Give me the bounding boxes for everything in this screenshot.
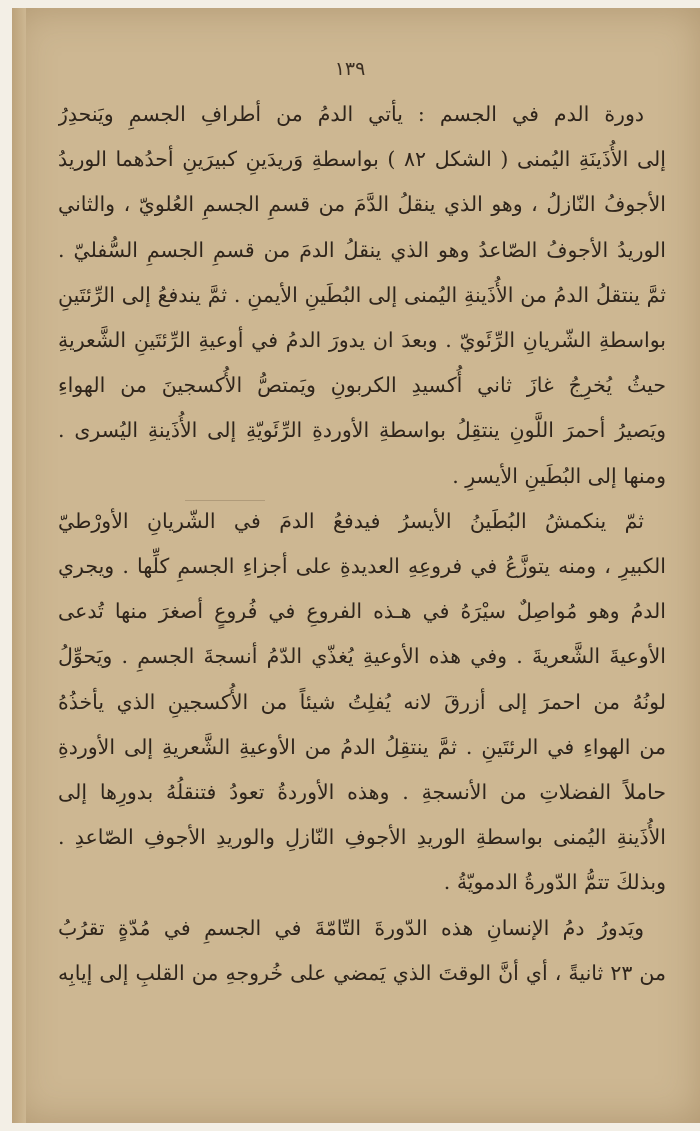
text-line: الأُذَينةِ اليُمنى بواسطةِ الوريدِ الأجوفِ النّازلِ والوريدِ الأجوفِ الصّاعدِ . [58, 825, 666, 850]
page-text [58, 92, 666, 996]
text-line: لونُهُ من احمرَ إلى أزرقَ لانه يُفلِتُ شيئاً من الأُكسجينِ الذي يأخذُهُ [58, 689, 666, 714]
text-line: الأجوفُ النّازلُ ، وهو الذي ينقلُ الدَّمَ من قسمِ الجسمِ العُلويّ ، والثاني [58, 192, 666, 217]
text-line: ويَدورُ دمُ الإنسانِ هذه الدّورةَ التّامّةَ في الجسمِ في مُدّةٍ تقرُبُ [58, 915, 644, 940]
page-binding-edge [12, 8, 26, 1123]
text-line: الأوعيةَ الشَّعريةَ . وفي هذه الأوعيةِ يُغذّي الدّمُ أنسجةَ الجسمِ . ويَحوِّلُ [58, 644, 666, 669]
text-line: من الهواءِ في الرئتَينِ . ثمَّ ينتقِلُ الدمُ من الأوعيةِ الشَّعريةِ إلى الأوردةِ [58, 734, 666, 759]
text-line: وبذلكَ تتمُّ الدّورةُ الدمويّةُ . [443, 870, 666, 895]
text-line: حيثُ يُخرِجُ غازَ ثاني أُكسيدِ الكربونِ ويَمتصُّ الأُكسجينَ من الهواءِ [58, 373, 666, 398]
text-line: ومنها إلى البُطَينِ الأيسرِ . [452, 463, 666, 488]
text-line: الدمُ وهو مُواصِلٌ سيْرَهُ في هـذه الفروعِ في فُروعٍ أصغرَ منها تُدعى [58, 599, 666, 624]
text-line: ثمّ ينكمشُ البُطَينُ الأيسرُ فيدفعُ الدمَ في الشّريانِ الأورْطيّ [58, 508, 644, 533]
text-line: حاملاً الفضلاتِ من الأنسجةِ . وهذه الأوردةُ تعودُ فتنقلُهُ بدورِها إلى [58, 780, 666, 805]
text-line: الكبيرِ ، ومنه يتوزَّعُ في فروعِهِ العديدةِ على أجزاءِ الجسمِ كلِّها . ويجري [58, 554, 666, 579]
text-line: ثمَّ ينتقلُ الدمُ من الأُذَينةِ اليُمنى إلى البُطَينِ الأيمنِ . ثمَّ يندفعُ إلى الرِّئتَينِ [58, 282, 666, 307]
text-line: ويَصيرُ أحمرَ اللَّونِ ينتقِلُ بواسطةِ الأوردةِ الرِّئَويّةِ إلى الأُذَينةِ اليُسرى . [58, 418, 666, 443]
page-number: ١٣٩ [334, 58, 366, 80]
text-line: بواسطةِ الشّريانِ الرِّئَويّ . وبعدَ ان يدورَ الدمُ في أوعيةِ الرِّئتَينِ الشَّعريةِ [58, 328, 666, 353]
text-line: من ٢٣ ثانيةً ، أي أنَّ الوقتَ الذي يَمضي على خُروجهِ من القلبِ إلى إيابِه [58, 960, 666, 985]
text-line: إلى الأُذَينَةِ اليُمنى ( الشكل ٨٢ ) بواسطةِ وَريدَينِ كبيرَينِ أحدُهما الوريدُ [58, 147, 666, 172]
text-line: دورة الدم في الجسم : يأتي الدمُ من أطرافِ الجسمِ ويَنحدِرُ [58, 102, 644, 126]
text-line: الوريدُ الأجوفُ الصّاعدُ وهو الذي ينقلُ الدمَ من قسمِ الجسمِ السُّفليّ . [58, 237, 666, 262]
